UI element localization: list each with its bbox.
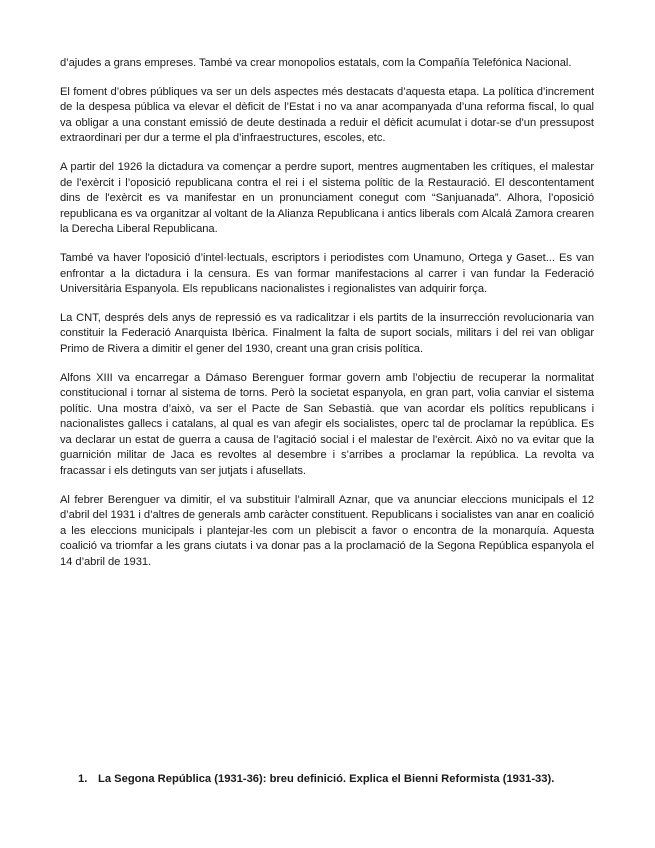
paragraph-6: Alfons XIII va encarregar a Dámaso Berenguer formar govern amb l’objectiu de recuperar la normalitat constitucional i tornar al sistema de torns. Però la societat espanyola, en gran part, volia canviar el sistema polític. Una mostra d’això, va ser el Pacte de San Sebastià. que van acordar els polítics republicans i nacionalistes gallecs i catalans, al qual es van afegir els socialistes, operc tal de proclamar la república. Es va declarar un estat de guerra a causa de l’agitació social i el malestar de l'exèrcit. Això no va evitar que la guarnición militar de Jaca es revoltes al desembre i s’arribes a proclamar la república. La revolta va fracassar i els detinguts van ser jutjats i afusellats. [60,371,594,478]
paragraph-5: La CNT, després dels anys de repressió es va radicalitzar i els partits de la insurrección revolucionaria van constituir la Federació Anarquista Ibèrica. Finalment la falta de suport socials, militars i del rei van obligar Primo de Rivera a dimitir el gener del 1930, creant una gran crisis política. [60,311,594,355]
document-body [60,56,594,584]
paragraph-4: També va haver l'oposició d’intel·lectuals, escriptors i periodistes com Unamuno, Ortega y Gaset... Es van enfrontar a la dictadura i la censura. Es van formar manifestacions al carrer i van fundar la Federació Universitària Espanyola. Els republicans nacionalistes i regionalistes van adquirir força. [60,251,594,296]
question-text: La Segona República (1931-36): breu definició. Explica el Bienni Reformista (1931-33). [98,773,555,785]
question-number: 1. [78,773,88,785]
question-heading [78,772,618,787]
paragraph-3: A partir del 1926 la dictadura va començar a perdre suport, mentres augmentaben les crítiques, el malestar de l'exèrcit i l’oposició republicana contra el rei i el sistema polític de la Restauració. El descontentament dins de l'exèrcit es va manifestar en un pronunciament conegut com “Sanjuanada”. Alhora, l’oposició republicana es va organitzar al voltant de la Alianza Republicana i antics liberals com Alcalá Zamora crearen la Derecha Liberal Republicana. [60,160,594,236]
paragraph-7: Al febrer Berenguer va dimitir, el va substituir l’almirall Aznar, que va anunciar eleccions municipals el 12 d’abril del 1931 i d’altres de generals amb caràcter constituent. Republicans i socialistes van anar en coalició a les eleccions municipals i plantejar-les com un plebiscit a favor o encontra de la monarquía. Aquesta coalició va triomfar a les grans ciutats i va donar pas a la proclamació de la Segona República espanyola el 14 d’abril de 1931. [60,493,594,569]
paragraph-2: El foment d’obres públiques va ser un dels aspectes més destacats d’aquesta etapa. La política d’increment de la despesa pública va elevar el dèficit de l’Estat i no va anar acompanyada d’una reforma fiscal, lo qual va obligar a una constant emissió de deute destinada a reduir el dèficit acumulat i dotar-se d’un pressupost extraordinari per dur a terme el pla d’infraestructures, escoles, etc. [60,85,594,145]
paragraph-1: d’ajudes a grans empreses. També va crear monopolios estatals, com la Compañía Telefónica Nacional. [60,57,572,69]
